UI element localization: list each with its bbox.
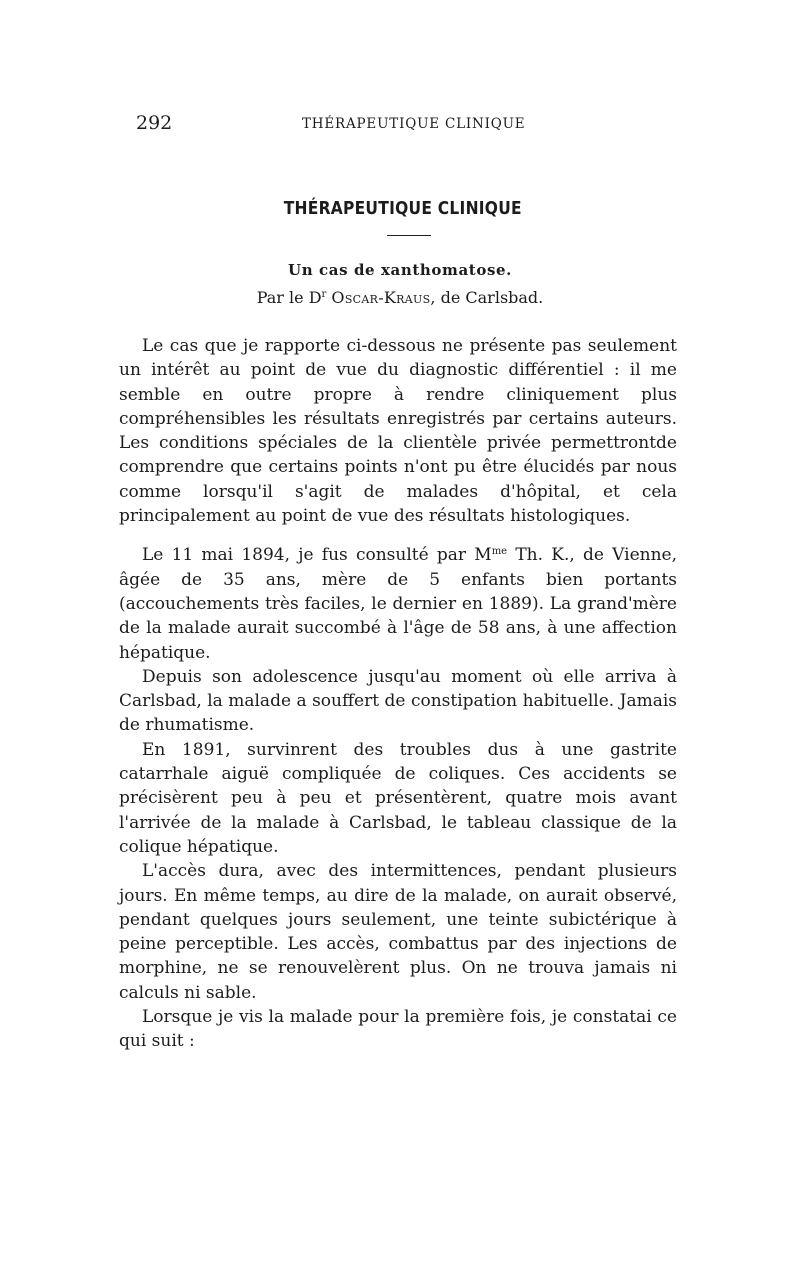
byline xyxy=(0,288,800,307)
article-body xyxy=(119,334,677,1054)
abbrev-sup: me xyxy=(491,546,508,558)
paragraph-text: Th. K., de Vienne, âgée de 35 ans, mère de 5 enfants bien portants (accouchements très faciles, le dernier en 1889). La grand'mère de la malade aurait succombé à l'âge de 58 ans, à une affection hépatique. xyxy=(119,545,677,663)
page-number: 292 xyxy=(136,112,173,134)
section-title: THÉRAPEUTIQUE CLINIQUE xyxy=(283,198,522,219)
paragraph: Le cas que je rapporte ci-dessous ne présente pas seulement un intérêt au point de vue du diagnostic différentiel : il me semble en outre propre à rendre cliniquement plus compréhensibles les résultats enregistrés par certains auteurs. Les conditions spéciales de la clientèle privée permettrontde comprendre que certains points n'ont pu être élucidés par nous comme lorsqu'il s'agit de malades d'hôpital, et cela principalement au point de vue des résultats histologiques. xyxy=(119,336,677,527)
byline-sup: r xyxy=(321,289,327,300)
paragraph-text: Le 11 mai 1894, je fus consulté par M xyxy=(142,545,492,566)
byline-suffix: , de Carlsbad. xyxy=(430,288,544,307)
paragraph: L'accès dura, avec des intermittences, pendant plusieurs jours. En même temps, au dire de la malade, on aurait observé, pendant quelques jours seulement, une teinte subictérique à peine perceptible. Les accès, combattus par des injections de morphine, ne se renouvelèrent plus. On ne trouva jamais ni calculs ni sable. xyxy=(119,861,677,1003)
running-title: THÉRAPEUTIQUE CLINIQUE xyxy=(302,116,526,132)
paragraph: En 1891, survinrent des troubles dus à une gastrite catarrhale aiguë compliquée de coliques. Ces accidents se précisèrent peu à peu et présentèrent, quatre mois avant l'arrivée de la malade à Carlsbad, le tableau classique de la colique hépatique. xyxy=(119,739,677,857)
running-header xyxy=(136,112,674,142)
paragraph xyxy=(119,543,677,664)
article-title: Un cas de xanthomatose. xyxy=(288,261,512,279)
title-divider xyxy=(387,235,431,236)
author-name: Oscar-Kraus xyxy=(331,288,431,307)
byline-prefix: Par le D xyxy=(256,288,322,307)
paragraph: Depuis son adolescence jusqu'au moment où elle arriva à Carlsbad, la malade a souffert de constipation habituelle. Jamais de rhumatisme. xyxy=(119,666,677,736)
paragraph: Lorsque je vis la malade pour la première fois, je constatai ce qui suit : xyxy=(119,1007,677,1052)
